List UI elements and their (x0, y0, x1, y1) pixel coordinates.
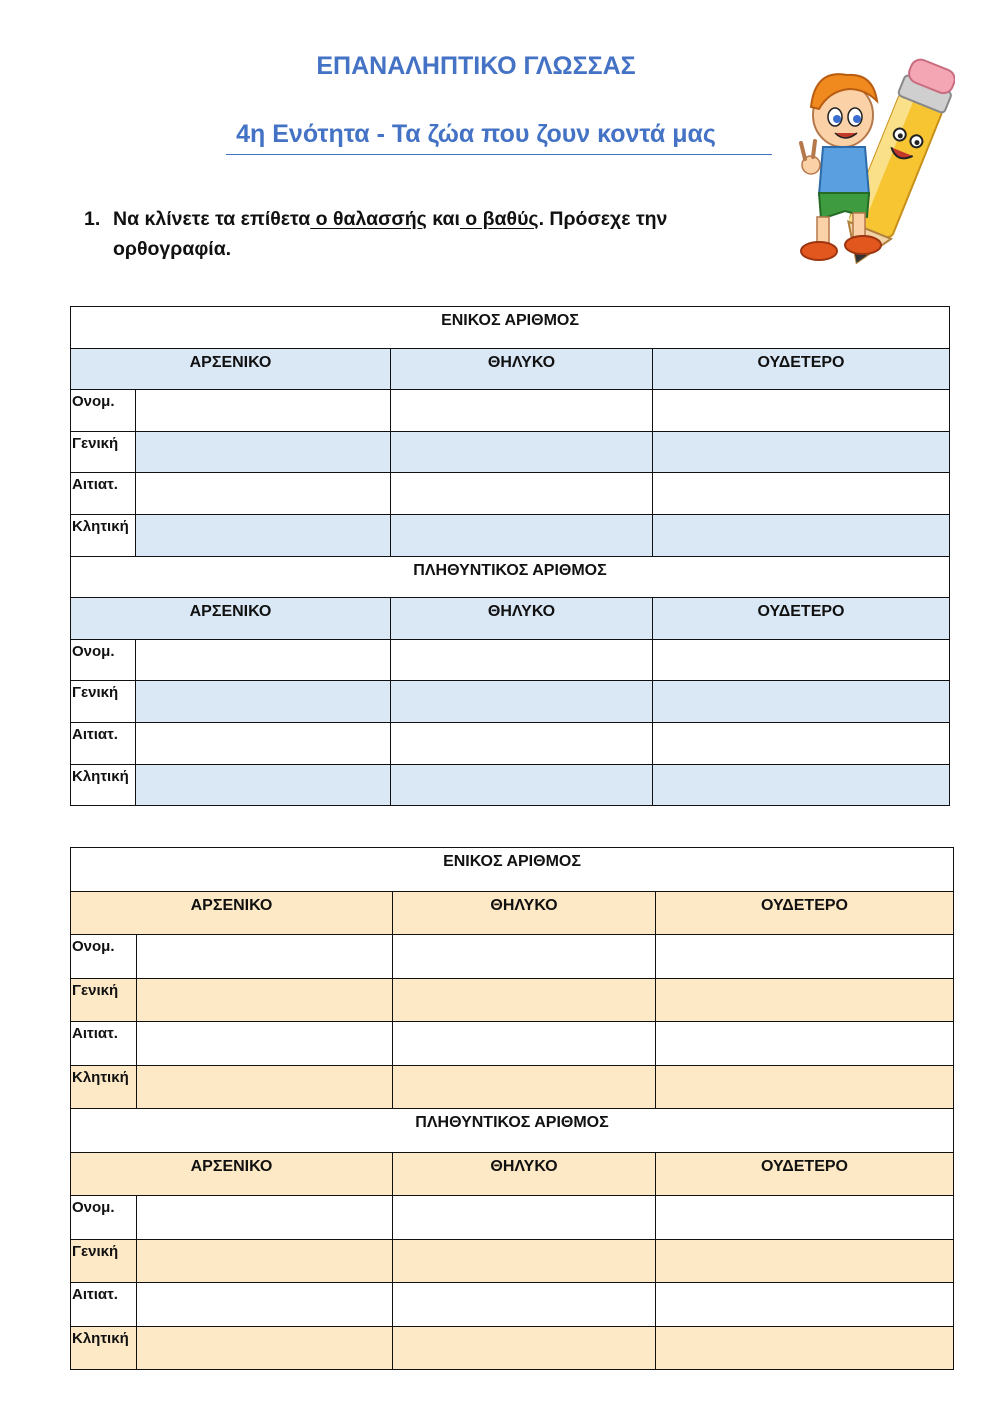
answer-cell[interactable] (656, 1022, 954, 1066)
instruction-text-2: και (426, 208, 460, 230)
adjective-2: ο βαθύς (459, 208, 539, 230)
answer-cell[interactable] (391, 473, 653, 515)
answer-cell[interactable] (136, 722, 391, 764)
case-label: Κλητική (71, 1065, 137, 1109)
answer-cell[interactable] (137, 1239, 393, 1283)
answer-cell[interactable] (393, 1065, 656, 1109)
answer-cell[interactable] (136, 514, 391, 556)
answer-cell[interactable] (136, 473, 391, 515)
answer-cell[interactable] (653, 681, 950, 723)
page-subtitle: 4η Ενότητα - Τα ζώα που ζουν κοντά μας (236, 120, 716, 148)
answer-cell[interactable] (137, 1022, 393, 1066)
answer-cell[interactable] (656, 1196, 954, 1240)
answer-cell[interactable] (653, 390, 950, 432)
declension-table-2 (70, 847, 954, 1370)
page-title: ΕΠΑΝΑΛΗΠΤΙΚΟ ΓΛΩΣΣΑΣ (316, 52, 636, 80)
answer-cell[interactable] (653, 473, 950, 515)
case-label: Κλητική (71, 514, 136, 556)
col-masculine: ΑΡΣΕΝΙΚΟ (71, 598, 391, 640)
instruction (84, 204, 764, 264)
case-label: Γενική (71, 1239, 137, 1283)
col-masculine: ΑΡΣΕΝΙΚΟ (71, 891, 393, 935)
col-feminine: ΘΗΛΥΚΟ (391, 348, 653, 390)
answer-cell[interactable] (391, 431, 653, 473)
col-neuter: ΟΥΔΕΤΕΡΟ (653, 598, 950, 640)
answer-cell[interactable] (656, 1065, 954, 1109)
case-label: Ονομ. (71, 935, 137, 979)
answer-cell[interactable] (391, 681, 653, 723)
answer-cell[interactable] (656, 935, 954, 979)
case-label: Αιτιατ. (71, 473, 136, 515)
answer-cell[interactable] (391, 764, 653, 806)
adjective-1: ο θαλασσής (310, 208, 427, 230)
answer-cell[interactable] (391, 514, 653, 556)
answer-cell[interactable] (391, 639, 653, 681)
col-feminine: ΘΗΛΥΚΟ (393, 891, 656, 935)
answer-cell[interactable] (656, 978, 954, 1022)
col-feminine: ΘΗΛΥΚΟ (391, 598, 653, 640)
answer-cell[interactable] (137, 1196, 393, 1240)
col-neuter: ΟΥΔΕΤΕΡΟ (653, 348, 950, 390)
answer-cell[interactable] (656, 1239, 954, 1283)
answer-cell[interactable] (653, 639, 950, 681)
case-label: Αιτιατ. (71, 1283, 137, 1327)
subtitle-underline (226, 154, 772, 155)
answer-cell[interactable] (136, 681, 391, 723)
answer-cell[interactable] (656, 1283, 954, 1327)
answer-cell[interactable] (391, 722, 653, 764)
col-feminine: ΘΗΛΥΚΟ (393, 1152, 656, 1196)
answer-cell[interactable] (136, 431, 391, 473)
col-masculine: ΑΡΣΕΝΙΚΟ (71, 348, 391, 390)
case-label: Ονομ. (71, 1196, 137, 1240)
case-label: Ονομ. (71, 390, 136, 432)
instruction-text-1: Να κλίνετε τα επίθετα (113, 208, 311, 230)
answer-cell[interactable] (391, 390, 653, 432)
answer-cell[interactable] (656, 1326, 954, 1370)
boy-with-pencil-icon (795, 55, 955, 265)
case-label: Αιτιατ. (71, 1022, 137, 1066)
answer-cell[interactable] (137, 978, 393, 1022)
answer-cell[interactable] (393, 1239, 656, 1283)
answer-cell[interactable] (136, 390, 391, 432)
case-label: Ονομ. (71, 639, 136, 681)
answer-cell[interactable] (137, 1065, 393, 1109)
answer-cell[interactable] (137, 1283, 393, 1327)
section-singular: ΕΝΙΚΟΣ ΑΡΙΘΜΟΣ (71, 307, 950, 349)
answer-cell[interactable] (137, 1326, 393, 1370)
answer-cell[interactable] (393, 1196, 656, 1240)
col-neuter: ΟΥΔΕΤΕΡΟ (656, 891, 954, 935)
answer-cell[interactable] (653, 431, 950, 473)
section-plural: ΠΛΗΘΥΝΤΙΚΟΣ ΑΡΙΘΜΟΣ (71, 1109, 954, 1153)
declension-table-1 (70, 306, 950, 806)
answer-cell[interactable] (653, 514, 950, 556)
answer-cell[interactable] (136, 764, 391, 806)
section-plural: ΠΛΗΘΥΝΤΙΚΟΣ ΑΡΙΘΜΟΣ (71, 556, 950, 598)
case-label: Κλητική (71, 764, 136, 806)
answer-cell[interactable] (393, 1283, 656, 1327)
col-masculine: ΑΡΣΕΝΙΚΟ (71, 1152, 393, 1196)
case-label: Γενική (71, 681, 136, 723)
case-label: Κλητική (71, 1326, 137, 1370)
section-singular: ΕΝΙΚΟΣ ΑΡΙΘΜΟΣ (71, 848, 954, 892)
instruction-number: 1. (84, 208, 101, 230)
answer-cell[interactable] (653, 764, 950, 806)
case-label: Γενική (71, 431, 136, 473)
answer-cell[interactable] (393, 978, 656, 1022)
instruction-text-3: . Πρόσεχε την ορθογραφία. (113, 208, 668, 260)
answer-cell[interactable] (393, 1326, 656, 1370)
col-neuter: ΟΥΔΕΤΕΡΟ (656, 1152, 954, 1196)
answer-cell[interactable] (393, 935, 656, 979)
answer-cell[interactable] (393, 1022, 656, 1066)
answer-cell[interactable] (136, 639, 391, 681)
case-label: Αιτιατ. (71, 722, 136, 764)
case-label: Γενική (71, 978, 137, 1022)
answer-cell[interactable] (653, 722, 950, 764)
answer-cell[interactable] (137, 935, 393, 979)
